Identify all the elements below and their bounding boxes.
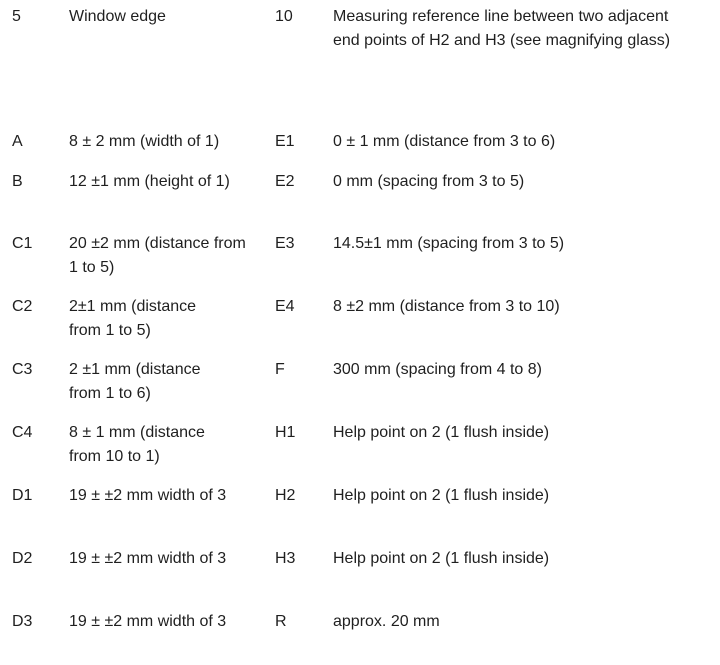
row-value-left: 19 ± ±2 mm width of 3 <box>69 550 227 567</box>
row-key-left: D2 <box>12 550 33 567</box>
row-key-left: C3 <box>12 361 33 378</box>
row-value-right: 8 ±2 mm (distance from 3 to 10) <box>333 298 560 315</box>
row-key-left: D1 <box>12 487 33 504</box>
row-value-left: 19 ± ±2 mm width of 3 <box>69 613 227 630</box>
row-key-right: H1 <box>275 424 296 441</box>
row-value-right: Help point on 2 (1 flush inside) <box>333 487 550 504</box>
row-value-left: 12 ±1 mm (height of 1) <box>69 173 230 190</box>
row-value-right: Measuring reference line between two adjacent end points of H2 and H3 (see magnifying glass) <box>333 8 671 49</box>
row-value-left: 8 ± 2 mm (width of 1) <box>69 133 220 150</box>
row-key-right: E1 <box>275 133 295 150</box>
row-key-right: R <box>275 613 287 630</box>
row-value-right: 0 ± 1 mm (distance from 3 to 6) <box>333 133 556 150</box>
row-value-right: 14.5±1 mm (spacing from 3 to 5) <box>333 235 565 252</box>
row-value-right: Help point on 2 (1 flush inside) <box>333 424 550 441</box>
row-value-right: 300 mm (spacing from 4 to 8) <box>333 361 542 378</box>
row-value-right: 0 mm (spacing from 3 to 5) <box>333 173 525 190</box>
row-value-left: 2±1 mm (distance from 1 to 5) <box>69 298 197 339</box>
row-value-left: 2 ±1 mm (distance from 1 to 6) <box>69 361 201 402</box>
row-value-left: 8 ± 1 mm (distance from 10 to 1) <box>69 424 205 465</box>
row-key-left: D3 <box>12 613 33 630</box>
row-key-right: F <box>275 361 285 378</box>
row-value-right: approx. 20 mm <box>333 613 440 630</box>
row-value-left: 20 ±2 mm (distance from 1 to 5) <box>69 235 246 276</box>
row-key-right: E4 <box>275 298 295 315</box>
row-key-left: 5 <box>12 8 21 25</box>
row-key-right: H3 <box>275 550 296 567</box>
row-key-right: E3 <box>275 235 295 252</box>
row-key-left: C1 <box>12 235 33 252</box>
row-value-right: Help point on 2 (1 flush inside) <box>333 550 550 567</box>
row-key-right: E2 <box>275 173 295 190</box>
row-key-left: A <box>12 133 23 150</box>
row-value-left: 19 ± ±2 mm width of 3 <box>69 487 227 504</box>
row-key-left: C2 <box>12 298 33 315</box>
row-key-left: B <box>12 173 23 190</box>
row-key-right: 10 <box>275 8 293 25</box>
row-key-right: H2 <box>275 487 296 504</box>
row-value-left: Window edge <box>69 8 166 25</box>
row-key-left: C4 <box>12 424 33 441</box>
